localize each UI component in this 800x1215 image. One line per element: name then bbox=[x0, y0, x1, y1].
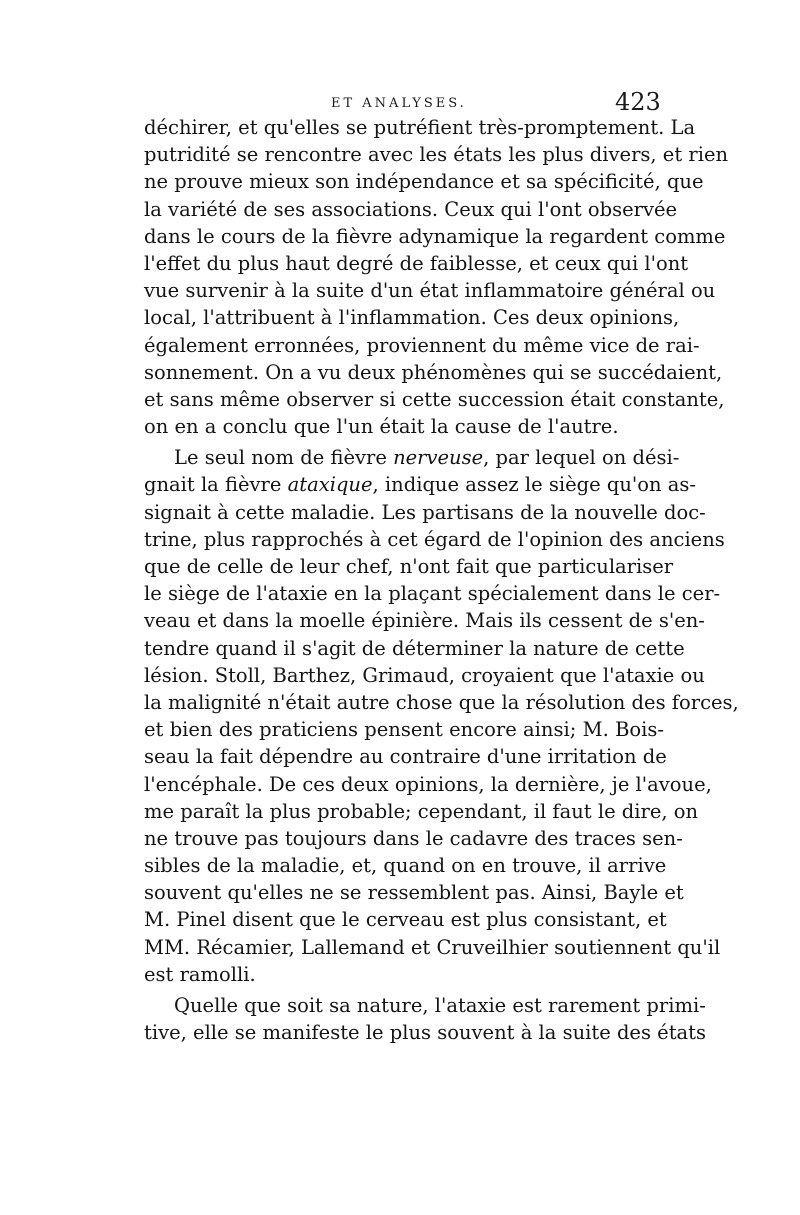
text-line: l'effet du plus haut degré de faiblesse, et ceux qui l'ont bbox=[144, 251, 689, 275]
paragraph-3 bbox=[144, 992, 707, 1046]
text-line: me paraît la plus probable; cependant, il faut le dire, on bbox=[144, 799, 699, 823]
text-line: souvent qu'elles ne se ressemblent pas. Ainsi, Bayle et bbox=[144, 881, 684, 905]
text-line: ne prouve mieux son indépendance et sa spécificité, que bbox=[144, 170, 704, 194]
text-line: M. Pinel disent que le cerveau est plus consistant, et bbox=[144, 908, 667, 932]
text-run: , indique assez le siège qu'on as- bbox=[372, 473, 696, 497]
text-line: signait à cette maladie. Les partisans de la nouvelle doc- bbox=[144, 500, 706, 524]
text-line: lésion. Stoll, Barthez, Grimaud, croyaient que l'ataxie ou bbox=[144, 663, 705, 687]
italic-term: nerveuse bbox=[393, 446, 484, 470]
text-line: déchirer, et qu'elles se putréfient très-promptement. La bbox=[144, 116, 696, 139]
text-line: Quelle que soit sa nature, l'ataxie est rarement primi- bbox=[174, 994, 706, 1017]
text-run: gnait la fièvre bbox=[144, 473, 288, 497]
text-line: vue survenir à la suite d'un état inflammatoire général ou bbox=[144, 279, 716, 303]
text-line: tive, elle se manifeste le plus souvent à la suite des états bbox=[144, 1021, 707, 1045]
text-line: que de celle de leur chef, n'ont fait que particulariser bbox=[144, 555, 674, 578]
text-line: seau la fait dépendre au contraire d'une irritation de bbox=[144, 745, 667, 769]
text-line: la malignité n'était autre chose que la résolution des forces, bbox=[144, 690, 739, 714]
text-line: sonnement. On a vu deux phénomènes qui se succédaient, bbox=[144, 360, 723, 384]
text-line bbox=[144, 471, 696, 498]
text-line: tendre quand il s'agit de déterminer la nature de cette bbox=[144, 636, 685, 660]
text-run: , par lequel on dési- bbox=[483, 446, 680, 470]
text-line bbox=[144, 444, 680, 471]
page-number: 423 bbox=[615, 88, 661, 116]
text-line: ne trouve pas toujours dans le cadavre des traces sen- bbox=[144, 826, 683, 850]
text-line: on en a conclu que l'un était la cause de l'autre. bbox=[144, 415, 619, 439]
text-line: est ramolli. bbox=[144, 962, 256, 986]
text-line: sibles de la maladie, et, quand on en trouve, il arrive bbox=[144, 854, 667, 878]
text-line: trine, plus rapprochés à cet égard de l'opinion des anciens bbox=[144, 527, 725, 551]
paragraph-2 bbox=[144, 444, 739, 988]
text-line: MM. Récamier, Lallemand et Cruveilhier soutiennent qu'il bbox=[144, 935, 721, 959]
text-line: l'encéphale. De ces deux opinions, la dernière, je l'avoue, bbox=[144, 772, 712, 796]
running-head: ET ANALYSES. bbox=[331, 96, 467, 111]
text-line: et bien des praticiens pensent encore ainsi; M. Bois- bbox=[144, 718, 664, 742]
italic-term: ataxique bbox=[287, 473, 373, 497]
text-line: la variété de ses associations. Ceux qui l'ont observée bbox=[144, 197, 678, 221]
text-line: et sans même observer si cette succession était constante, bbox=[144, 387, 725, 411]
text-line: également erronnées, proviennent du même vice de rai- bbox=[144, 333, 700, 357]
text-line: local, l'attribuent à l'inflammation. Ces deux opinions, bbox=[144, 306, 680, 330]
body-text bbox=[144, 114, 739, 1046]
text-line: dans le cours de la fièvre adynamique la regardent comme bbox=[144, 224, 726, 248]
text-run: Le seul nom de fièvre bbox=[174, 446, 394, 470]
text-line: putridité se rencontre avec les états les plus divers, et rien bbox=[144, 143, 729, 167]
paragraph-1 bbox=[144, 114, 729, 440]
text-line: le siège de l'ataxie en la plaçant spécialement dans le cer- bbox=[144, 582, 721, 606]
text-line: veau et dans la moelle épinière. Mais ils cessent de s'en- bbox=[144, 609, 705, 633]
